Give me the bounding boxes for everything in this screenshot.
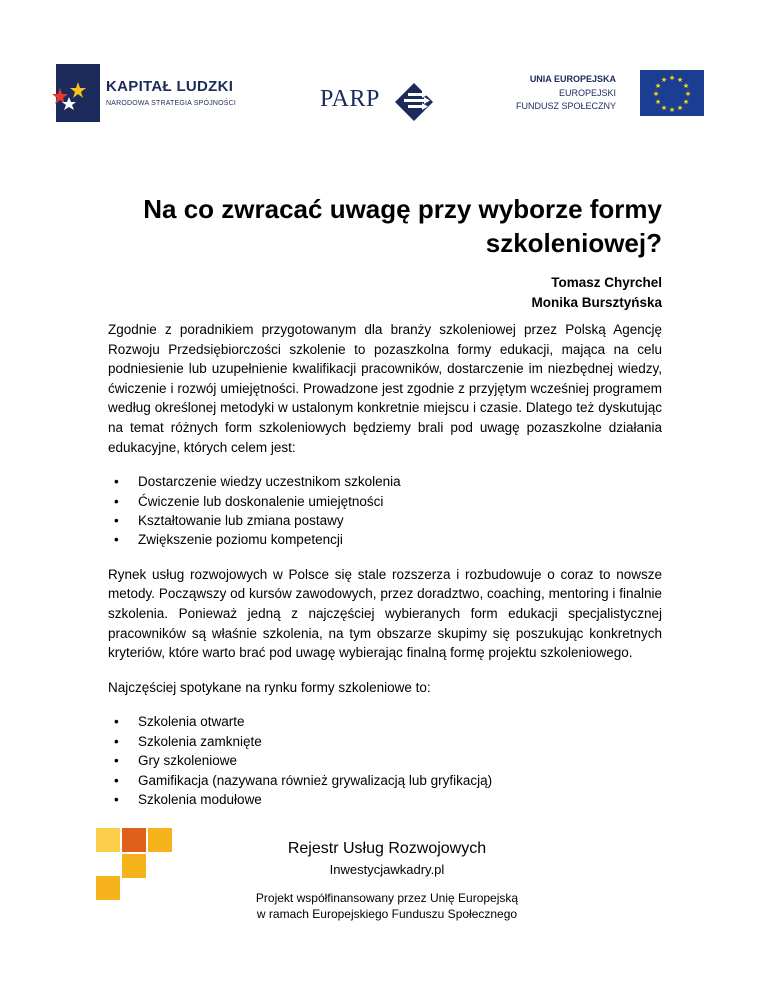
svg-text:★: ★	[682, 82, 690, 90]
footer-cofinance	[200, 890, 574, 922]
paragraph-forms-intro: Najczęściej spotykane na rynku formy szkoleniowe to:	[108, 679, 431, 695]
kapital-ludzki-title: KAPITAŁ LUDZKI	[106, 78, 234, 95]
svg-text:★: ★	[654, 98, 662, 106]
list-item: • Szkolenia modułowe	[108, 790, 662, 809]
eu-line-1: UNIA EUROPEJSKA	[529, 74, 616, 84]
page-title	[110, 192, 662, 260]
eu-line-3: FUNDUSZ SPOŁECZNY	[515, 101, 616, 111]
parp-logo	[320, 82, 440, 122]
bullet-icon: •	[114, 791, 119, 807]
eu-logo	[500, 70, 710, 120]
footer-cofinance-line-2: w ramach Europejskiego Funduszu Społecznego	[256, 907, 518, 921]
article-body	[108, 320, 662, 824]
kapital-ludzki-subtitle: NARODOWA STRATEGIA SPÓJNOŚCI	[106, 100, 237, 107]
eu-flag-icon	[640, 70, 704, 116]
parp-name: PARP	[320, 86, 380, 112]
list-item: • Kształtowanie lub zmiana postawy	[108, 511, 662, 530]
author-2: Monika Bursztyńska	[531, 295, 662, 310]
svg-text:★: ★	[652, 90, 660, 98]
title-line-1: Na co zwracać uwagę przy wyborze formy	[143, 194, 662, 224]
list-item: • Szkolenia otwarte	[108, 712, 662, 731]
svg-text:★: ★	[676, 104, 684, 112]
eu-line-2: EUROPEJSKI	[558, 88, 616, 98]
bullet-icon: •	[114, 714, 119, 730]
list-item: • Ćwiczenie lub doskonalenie umiejętności	[108, 492, 662, 511]
kapital-ludzki-emblem-icon	[48, 64, 102, 122]
svg-text:★: ★	[660, 104, 668, 112]
svg-text:★: ★	[668, 106, 676, 114]
authors	[531, 273, 662, 313]
title-line-2: szkoleniowej?	[485, 228, 662, 258]
rur-squares-logo-icon	[96, 828, 176, 900]
paragraph-intro: Zgodnie z poradnikiem przygotowanym dla branży szkoleniowej przez Polską Agencję Rozwoju Przedsiębiorczości szkolenie to pozaszkolna formy edukacji, mająca na celu podniesienie lub uzupełnienie kwalifikacji pracowników, dostarczenie im niezbędnej wiedzy, ćwiczenie i rozwój umiejętności. Prowadzone jest zgodnie z przyjętym wcześniej programem według określonej metodyki w ustalonym konkretnie miejscu i czasie. Dlatego też dyskutując na temat różnych form szkoleniowych będziemy brali pod uwagę pozaszkolne działania edukacyjne, których celem jest:	[108, 322, 662, 455]
kapital-ludzki-logo	[48, 64, 268, 124]
author-1: Tomasz Chyrchel	[551, 275, 662, 290]
list-item: • Szkolenia zamknięte	[108, 732, 662, 751]
svg-text:★: ★	[668, 74, 676, 82]
svg-text:★: ★	[684, 90, 692, 98]
bullet-icon: •	[114, 532, 119, 548]
goals-list	[108, 472, 662, 550]
svg-text:★: ★	[660, 76, 668, 84]
list-item: • Gamifikacja (nazywana również grywalizacją lub gryfikacją)	[108, 771, 662, 790]
bullet-icon: •	[114, 474, 119, 490]
footer-registry: Rejestr Usług Rozwojowych	[287, 840, 487, 857]
svg-text:★: ★	[676, 76, 684, 84]
list-item: • Gry szkoleniowe	[108, 751, 662, 770]
bullet-icon: •	[114, 512, 119, 528]
bullet-icon: •	[114, 753, 119, 769]
svg-text:★: ★	[654, 82, 662, 90]
bullet-icon: •	[114, 493, 119, 509]
bullet-icon: •	[114, 733, 119, 749]
svg-text:★: ★	[682, 98, 690, 106]
footer-site: Inwestycjawkadry.pl	[329, 862, 445, 877]
bullet-icon: •	[114, 772, 119, 788]
parp-diamond-icon	[394, 82, 434, 122]
footer-cofinance-line-1: Projekt współfinansowany przez Unię Europejską	[255, 891, 519, 905]
list-item: • Zwiększenie poziomu kompetencji	[108, 530, 662, 549]
paragraph-market: Rynek usług rozwojowych w Polsce się stale rozszerza i rozbudowuje o coraz to nowsze metody. Począwszy od kursów zawodowych, przez doradztwo, coaching, mentoring i finalnie szkolenia. Ponieważ jedną z najczęściej wybieranych form edukacji specjalistycznej pracowników są właśnie szkolenia, na tym obszarze skupimy się poszukując konkretnych kryteriów, które warto brać pod uwagę wybierając finalną formę projektu szkoleniowego.	[108, 566, 662, 661]
list-item: • Dostarczenie wiedzy uczestnikom szkolenia	[108, 472, 662, 491]
forms-list	[108, 712, 662, 809]
